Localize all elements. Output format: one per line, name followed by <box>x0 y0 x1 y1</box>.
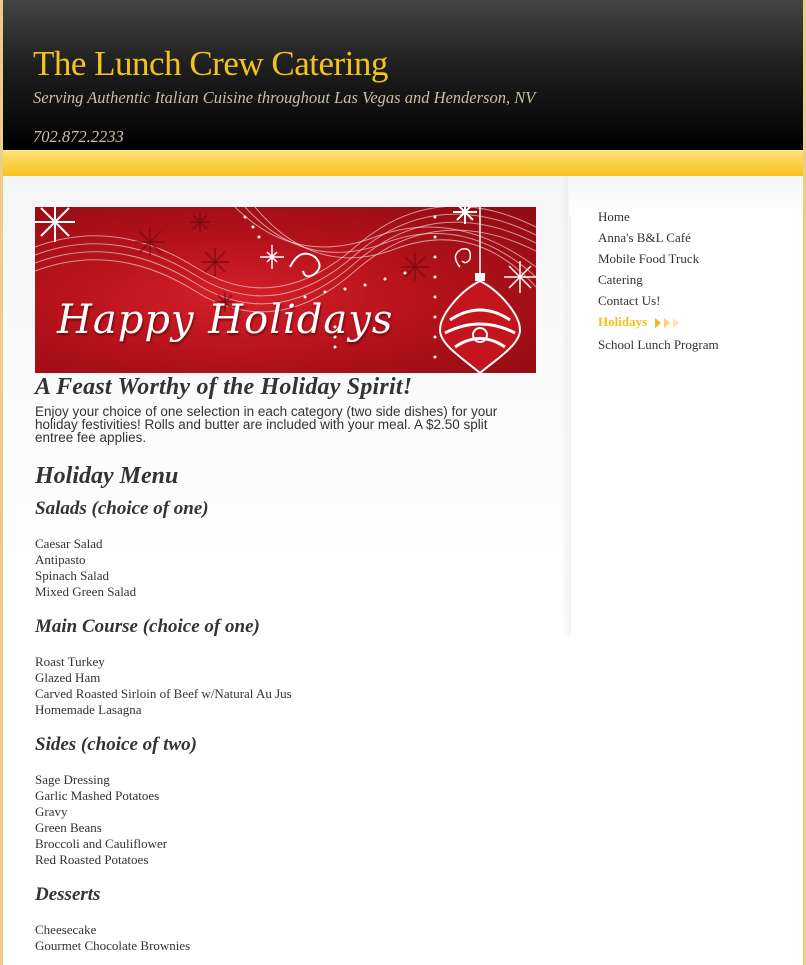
sidebar-nav <box>598 206 719 355</box>
menu-item: Gravy <box>35 804 68 819</box>
sidebar-item-contact[interactable]: Contact Us! <box>598 293 661 308</box>
sidebar-item-annas-cafe[interactable]: Anna's B&L Café <box>598 230 691 245</box>
menu-item: Caesar Salad <box>35 536 103 551</box>
sidebar-item-mobile-food-truck[interactable]: Mobile Food Truck <box>598 251 700 266</box>
sidebar-item-holidays[interactable] <box>598 311 719 334</box>
menu-section-desserts <box>35 883 535 954</box>
menu-item: Garlic Mashed Potatoes <box>35 788 160 803</box>
site-tagline: Serving Authentic Italian Cuisine throughout Las Vegas and Henderson, NV <box>33 88 536 107</box>
feast-heading: A Feast Worthy of the Holiday Spirit! <box>35 374 413 400</box>
menu-item: Roast Turkey <box>35 654 105 669</box>
sidebar-item-label: Holidays <box>598 314 648 329</box>
menu-item: Carved Roasted Sirloin of Beef w/Natural Au Jus <box>35 686 292 701</box>
sidebar-item-school-lunch[interactable]: School Lunch Program <box>598 336 719 352</box>
menu-items <box>35 536 535 600</box>
section-title: Desserts <box>35 884 101 905</box>
menu-item: Red Roasted Potatoes <box>35 852 149 867</box>
site-title[interactable]: The Lunch Crew Catering <box>33 44 388 83</box>
christmas-ornament-banner-icon <box>35 207 536 373</box>
sidebar-divider <box>561 176 571 636</box>
main-content <box>35 373 535 954</box>
section-title: Salads (choice of one) <box>35 498 209 519</box>
site-header <box>3 0 803 150</box>
sidebar-item-catering[interactable]: Catering <box>598 272 643 287</box>
gold-divider-bar <box>3 150 803 176</box>
page <box>3 0 803 965</box>
section-title: Main Course (choice of one) <box>35 616 260 637</box>
intro-paragraph: Enjoy your choice of one selection in each category (two side dishes) for your holiday festivities! Rolls and butter are included with your meal. A $2.50 split entree fee applies. <box>35 404 498 445</box>
happy-holidays-banner <box>35 207 536 373</box>
phone-number: 702.872.2233 <box>33 127 124 146</box>
menu-item: Gourmet Chocolate Brownies <box>35 938 191 953</box>
menu-item: Mixed Green Salad <box>35 584 137 599</box>
menu-items <box>35 654 535 718</box>
menu-items <box>35 922 535 954</box>
sidebar-item-home[interactable]: Home <box>598 209 630 224</box>
active-arrows-icon <box>655 313 682 334</box>
menu-section-main-course <box>35 615 535 718</box>
menu-item: Homemade Lasagna <box>35 702 142 717</box>
section-title: Sides (choice of two) <box>35 734 198 755</box>
menu-section-sides <box>35 733 535 868</box>
menu-item: Antipasto <box>35 552 86 567</box>
menu-item: Spinach Salad <box>35 568 110 583</box>
menu-item: Broccoli and Cauliflower <box>35 836 168 851</box>
banner-greeting: Happy Holidays <box>57 297 394 343</box>
menu-items <box>35 772 535 868</box>
menu-item: Glazed Ham <box>35 670 101 685</box>
menu-item: Sage Dressing <box>35 772 110 787</box>
menu-section-salads <box>35 497 535 600</box>
menu-heading: Holiday Menu <box>35 463 179 489</box>
menu-item: Green Beans <box>35 820 102 835</box>
menu-item: Cheesecake <box>35 922 97 937</box>
